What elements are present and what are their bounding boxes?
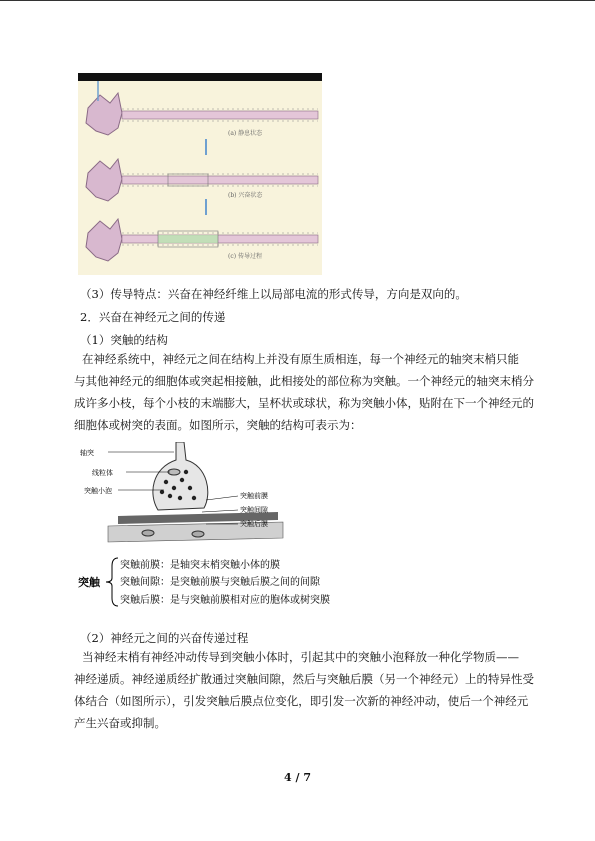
def-presynaptic: 突触前膜：是轴突末梢突触小体的膜 <box>120 560 280 571</box>
label-axon: 轴突 <box>80 449 94 457</box>
def-postsynaptic: 突触后膜：是与突触前膜相对应的胞体或树突膜 <box>120 595 330 606</box>
label-b: (b) 兴奋状态 <box>228 192 263 199</box>
label-c: (c) 传导过程 <box>228 253 262 260</box>
para1-line: 在神经系统中，神经元之间在结构上并没有原生质相连，每一个神经元的轴突末梢只能 <box>82 352 519 366</box>
synapse-definitions <box>78 554 368 610</box>
page-top-rule <box>0 0 595 1</box>
transmission-paragraph <box>74 646 532 734</box>
synapse-paragraph <box>74 348 532 436</box>
section-heading-2: 2．兴奋在神经元之间的传递 <box>80 310 226 324</box>
label-mitochondria: 线粒体 <box>92 469 113 477</box>
para1-line: 与其他神经元的细胞体或突起相接触，此相接处的部位称为突触。一个神经元的轴突末梢分 <box>74 374 534 388</box>
subheading-transmission: （2）神经元之间的兴奋传递过程 <box>80 631 249 645</box>
nerve-conduction-figure <box>78 73 322 275</box>
feature-paragraph: （3）传导特点：兴奋在神经纤维上以局部电流的形式传导，方向是双向的。 <box>80 287 467 301</box>
label-postsynaptic-membrane: 突触后膜 <box>240 520 268 528</box>
para2-line: 当神经末梢有神经冲动传导到突触小体时，引起其中的突触小泡释放一种化学物质—— <box>82 650 519 664</box>
subheading-synapse-structure: （1）突触的结构 <box>80 333 168 347</box>
para2-line: 产生兴奋或抑制。 <box>74 716 166 730</box>
label-a: (a) 静息状态 <box>228 130 263 137</box>
label-synaptic-cleft: 突触间隙 <box>240 506 268 514</box>
page-number: 4 / 7 <box>284 771 311 784</box>
para2-line: 神经递质。神经递质经扩散通过突触间隙，然后与突触后膜（另一个神经元）上的特异性受 <box>74 672 534 686</box>
para1-line: 细胞体或树突的表面。如图所示，突触的结构可表示为： <box>74 418 362 432</box>
synapse-term: 突触 <box>78 576 100 589</box>
para1-line: 成许多小枝，每个小枝的末端膨大，呈杯状或球状，称为突触小体，贴附在下一个神经元的 <box>74 396 534 410</box>
def-cleft: 突触间隙：是突触前膜与突触后膜之间的间隙 <box>120 577 320 588</box>
para2-line: 体结合（如图所示），引发突触后膜点位变化，即引发一次新的神经冲动，使后一个神经元 <box>74 694 529 708</box>
synapse-figure <box>78 442 293 547</box>
label-presynaptic-membrane: 突触前膜 <box>240 492 268 500</box>
label-synaptic-vesicle: 突触小泡 <box>84 487 112 495</box>
